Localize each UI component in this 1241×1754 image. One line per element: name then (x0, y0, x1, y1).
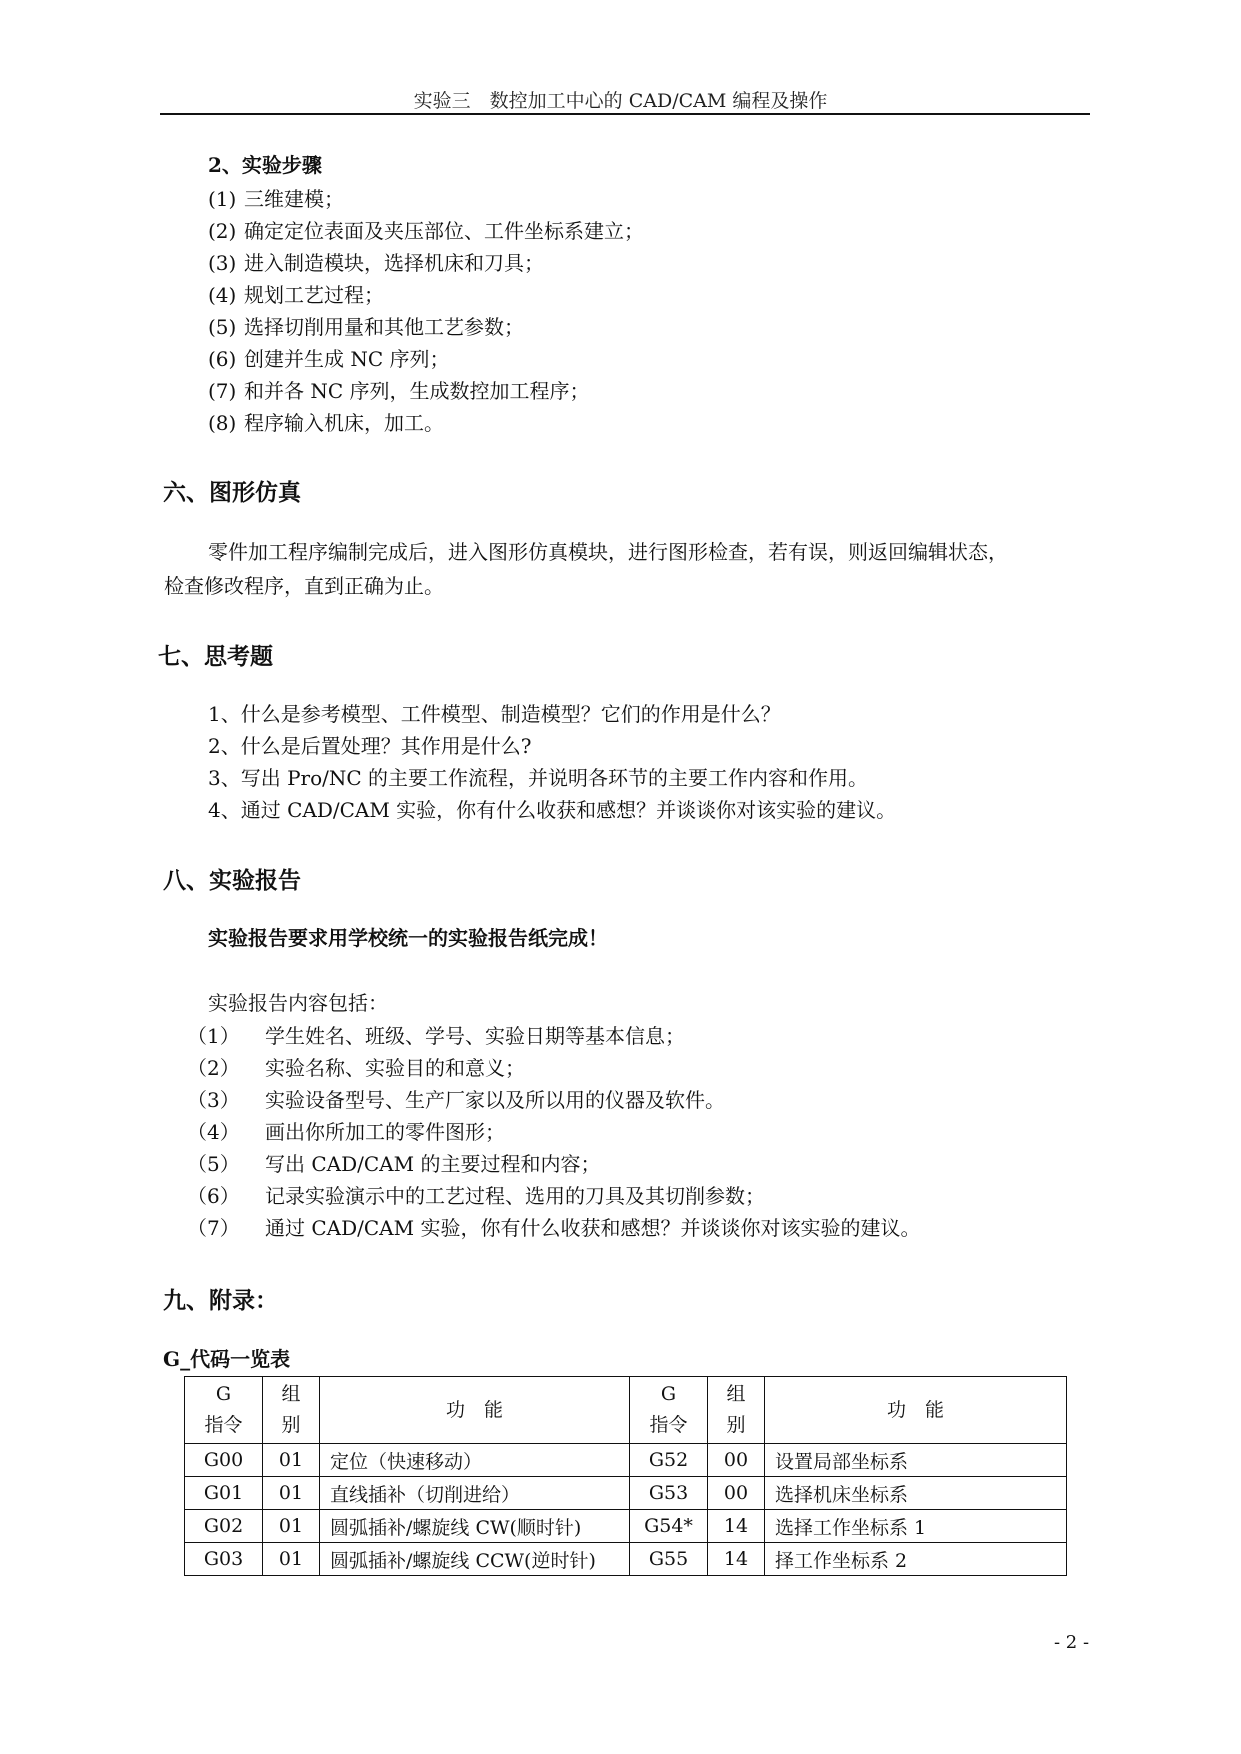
simulation-paragraph-line1: 零件加工程序编制完成后，进入图形仿真模块，进行图形检查，若有误，则返回编辑状态， (208, 540, 1008, 564)
report-item: （6） 记录实验演示中的工艺过程、选用的刀具及其切削参数； (187, 1184, 765, 1208)
report-item: （7） 通过 CAD/CAM 实验，你有什么收获和感想？并谈谈你对该实验的建议。 (187, 1216, 921, 1240)
step-item: (3) 进入制造模块，选择机床和刀具； (208, 251, 544, 275)
cell-g-command: G02 (185, 1510, 263, 1543)
cell-group: 14 (708, 1543, 765, 1576)
header-function: 功 能 (765, 1377, 1067, 1444)
question-item: 3、写出 Pro/NC 的主要工作流程，并说明各环节的主要工作内容和作用。 (208, 766, 869, 790)
table-header-row (185, 1377, 1067, 1444)
cell-function: 圆弧插补/螺旋线 CW(顺时针) (320, 1510, 630, 1543)
cell-function: 择工作坐标系 2 (765, 1543, 1067, 1576)
section-heading-report: 八、实验报告 (163, 867, 301, 894)
report-item: （3） 实验设备型号、生产厂家以及所以用的仪器及软件。 (187, 1088, 725, 1112)
header-divider (160, 113, 1090, 115)
step-item: (2) 确定定位表面及夹压部位、工件坐标系建立； (208, 219, 644, 243)
cell-g-command: G53 (630, 1477, 708, 1510)
cell-group: 01 (263, 1510, 320, 1543)
page-number: - 2 - (1054, 1632, 1090, 1653)
step-item: (4) 规划工艺过程； (208, 283, 384, 307)
question-item: 1、什么是参考模型、工件模型、制造模型？它们的作用是什么？ (208, 702, 781, 726)
step-item: (8) 程序输入机床，加工。 (208, 411, 444, 435)
table-row (185, 1444, 1067, 1477)
report-item: （5） 写出 CAD/CAM 的主要过程和内容； (187, 1152, 601, 1176)
g-code-table (184, 1376, 1067, 1576)
cell-group: 01 (263, 1477, 320, 1510)
cell-function: 选择机床坐标系 (765, 1477, 1067, 1510)
cell-g-command: G55 (630, 1543, 708, 1576)
step-item: (5) 选择切削用量和其他工艺参数； (208, 315, 524, 339)
report-item: （4） 画出你所加工的零件图形； (187, 1120, 505, 1144)
header-g-command: G 指令 (630, 1377, 708, 1444)
steps-heading: 2、实验步骤 (208, 153, 322, 177)
header-group: 组 别 (263, 1377, 320, 1444)
cell-group: 00 (708, 1477, 765, 1510)
simulation-paragraph-line2: 检查修改程序，直到正确为止。 (164, 574, 444, 598)
cell-g-command: G03 (185, 1543, 263, 1576)
section-heading-questions: 七、思考题 (158, 643, 273, 670)
cell-group: 00 (708, 1444, 765, 1477)
cell-function: 圆弧插补/螺旋线 CCW(逆时针) (320, 1543, 630, 1576)
cell-function: 直线插补（切削进给） (320, 1477, 630, 1510)
step-item: (6) 创建并生成 NC 序列； (208, 347, 450, 371)
header-g-command: G 指令 (185, 1377, 263, 1444)
table-row (185, 1510, 1067, 1543)
report-item: （1） 学生姓名、班级、学号、实验日期等基本信息； (187, 1024, 685, 1048)
table-row (185, 1477, 1067, 1510)
cell-function: 选择工作坐标系 1 (765, 1510, 1067, 1543)
cell-g-command: G54* (630, 1510, 708, 1543)
table-row (185, 1543, 1067, 1576)
cell-g-command: G52 (630, 1444, 708, 1477)
cell-g-command: G00 (185, 1444, 263, 1477)
section-heading-simulation: 六、图形仿真 (163, 479, 301, 506)
report-requirement: 实验报告要求用学校统一的实验报告纸完成！ (208, 926, 608, 950)
question-item: 4、通过 CAD/CAM 实验，你有什么收获和感想？并谈谈你对该实验的建议。 (208, 798, 897, 822)
table-title: G_代码一览表 (163, 1347, 291, 1371)
cell-group: 01 (263, 1444, 320, 1477)
step-item: (1) 三维建模； (208, 187, 344, 211)
report-item: （2） 实验名称、实验目的和意义； (187, 1056, 525, 1080)
page-header-title: 实验三 数控加工中心的 CAD/CAM 编程及操作 (413, 90, 828, 112)
cell-group: 01 (263, 1543, 320, 1576)
header-group: 组 别 (708, 1377, 765, 1444)
step-item: (7) 和并各 NC 序列，生成数控加工程序； (208, 379, 590, 403)
cell-function: 定位（快速移动） (320, 1444, 630, 1477)
section-heading-appendix: 九、附录： (163, 1287, 278, 1314)
cell-g-command: G01 (185, 1477, 263, 1510)
cell-group: 14 (708, 1510, 765, 1543)
report-content-intro: 实验报告内容包括： (208, 991, 388, 1015)
cell-function: 设置局部坐标系 (765, 1444, 1067, 1477)
header-function: 功 能 (320, 1377, 630, 1444)
question-item: 2、什么是后置处理？其作用是什么? (208, 734, 532, 758)
